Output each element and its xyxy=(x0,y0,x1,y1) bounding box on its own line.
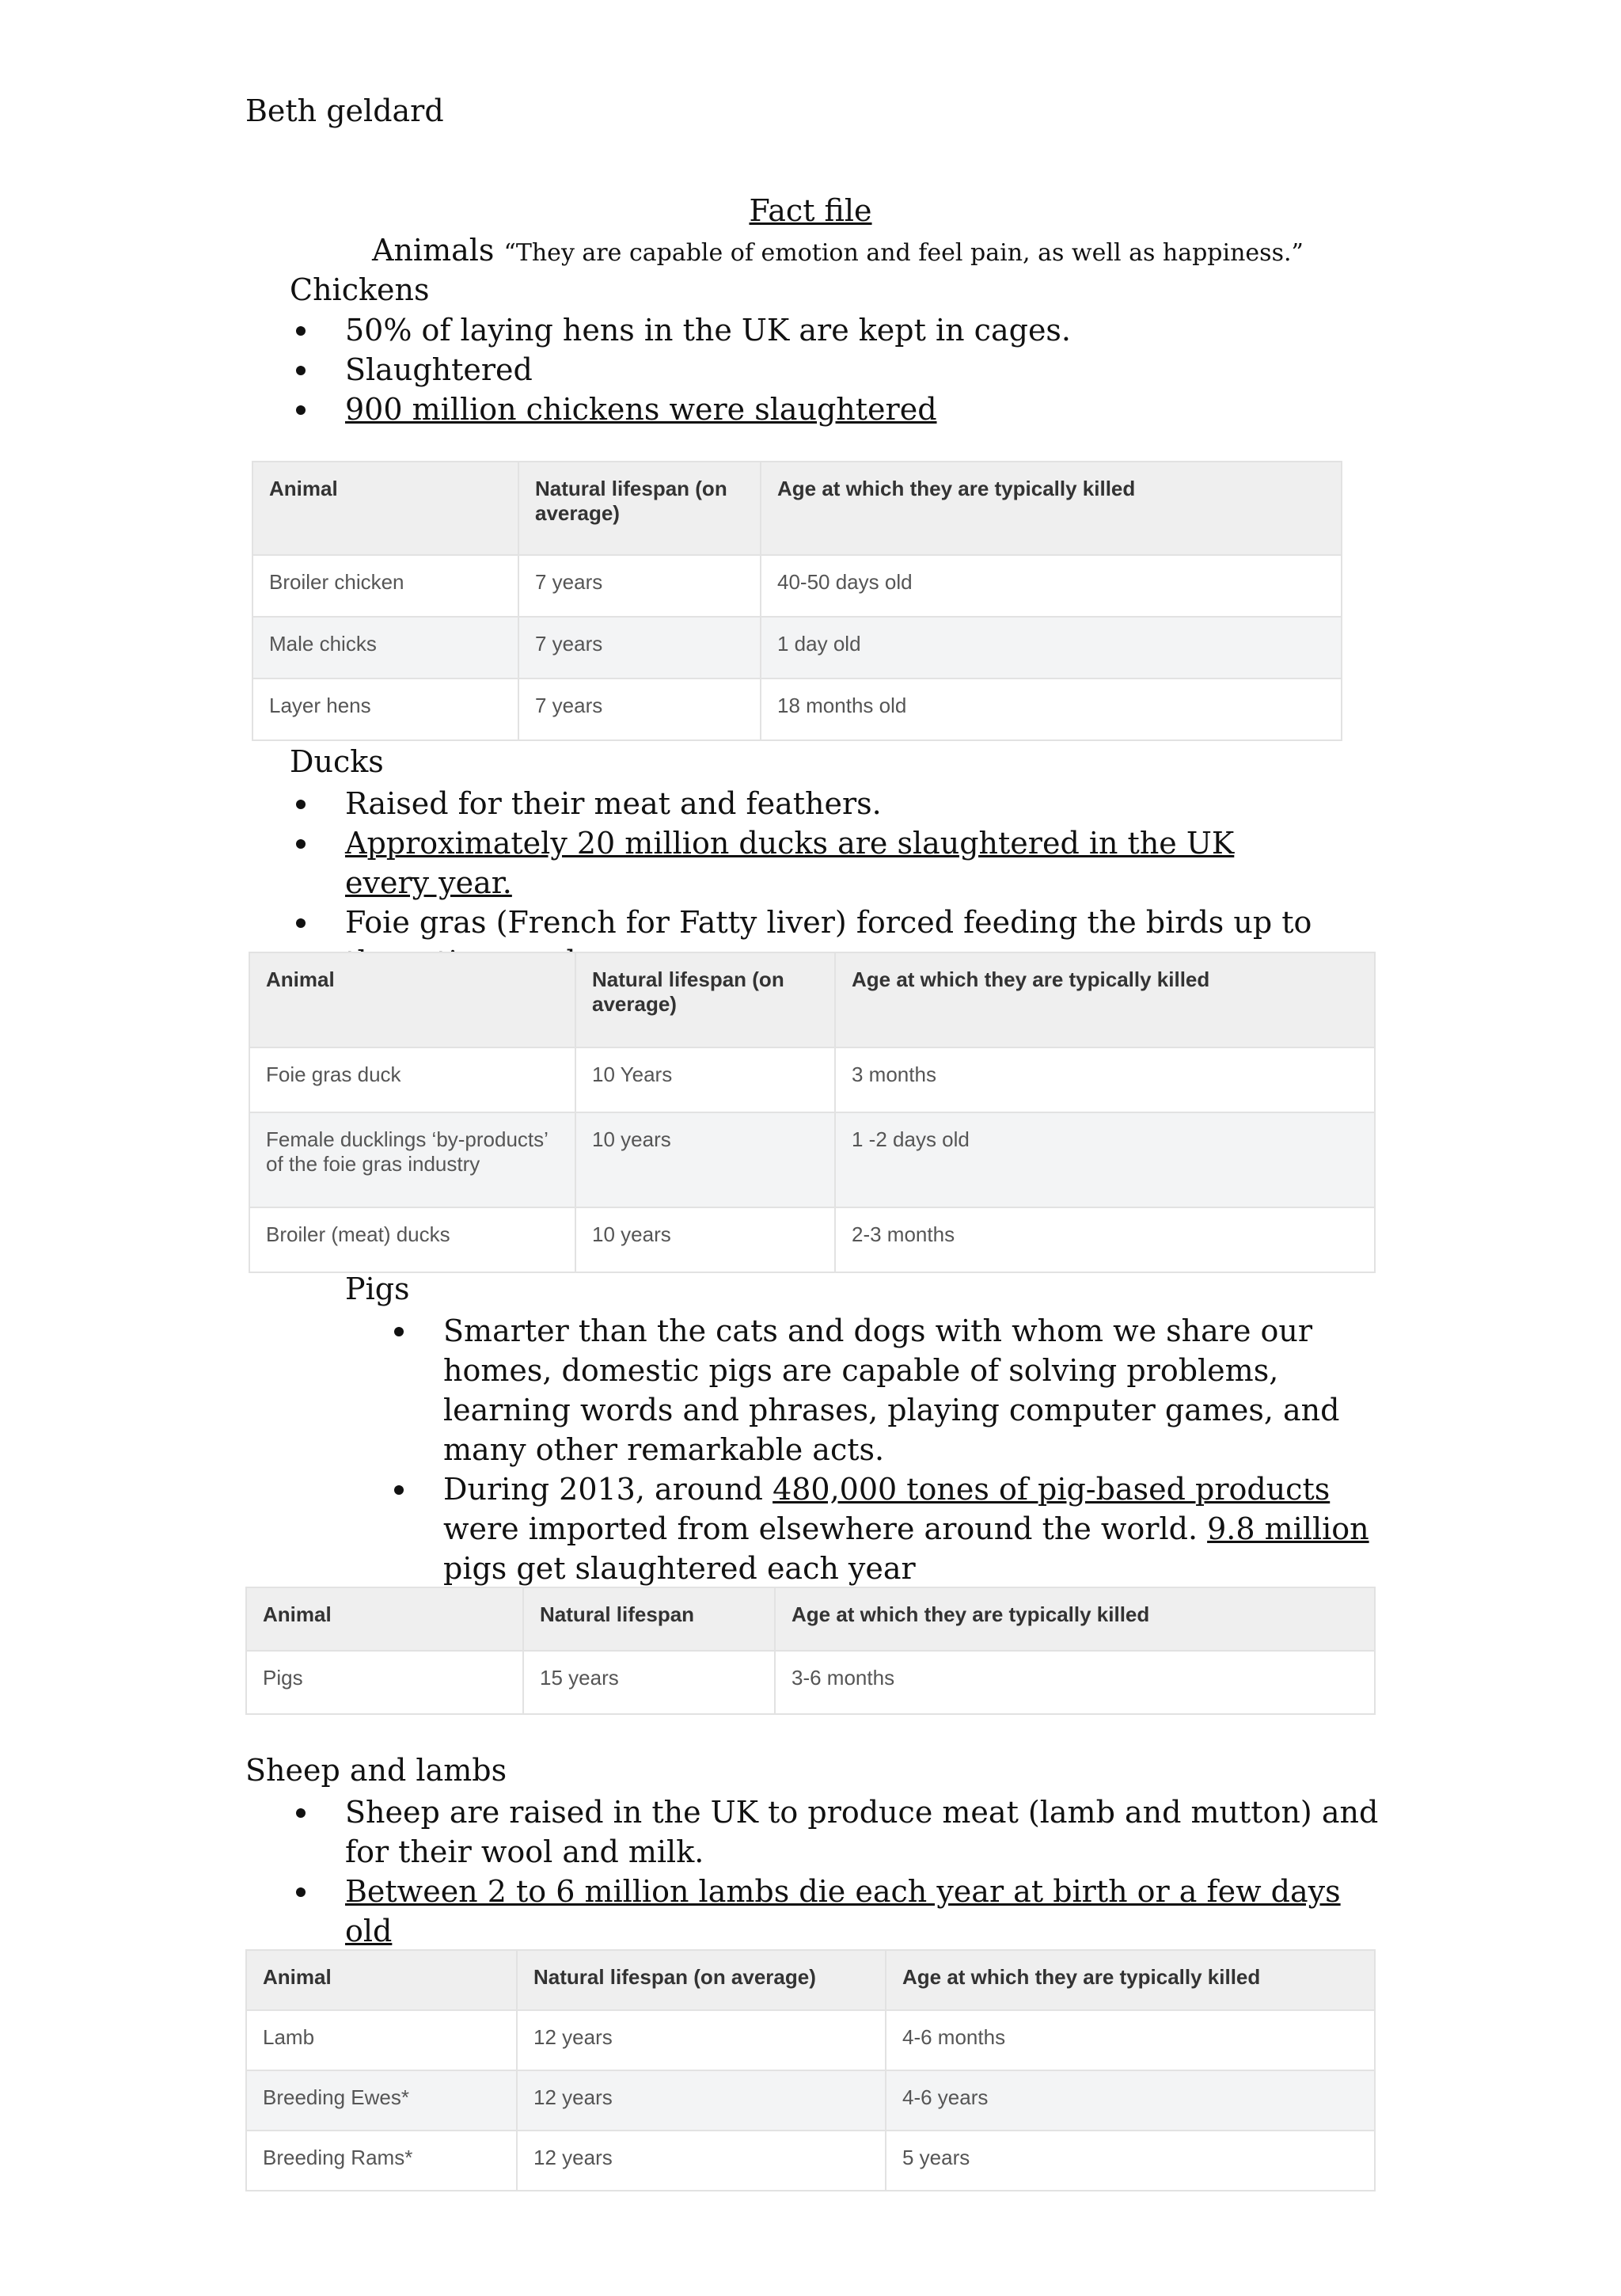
bullet-icon xyxy=(296,1808,306,1818)
page-title: Fact file xyxy=(749,193,872,228)
table-row: Foie gras duck 10 Years 3 months xyxy=(249,1047,1375,1112)
bullet-icon xyxy=(296,326,306,336)
table-header: Age at which they are typically killed xyxy=(761,462,1342,555)
ducks-heading: Ducks xyxy=(290,744,384,779)
table-header: Natural lifespan xyxy=(523,1587,775,1651)
list-item: 50% of laying hens in the UK are kept in cages. xyxy=(345,310,1469,350)
table-row: Female ducklings ‘by-products’ of the foie gras industry 10 years 1 -2 days old xyxy=(249,1112,1375,1207)
ducks-table xyxy=(249,952,1376,1273)
chickens-heading: Chickens xyxy=(290,272,430,307)
bullet-icon xyxy=(296,1887,306,1897)
table-row: Breeding Ewes* 12 years 4-6 years xyxy=(246,2070,1375,2131)
list-item: Between 2 to 6 million lambs die each year at birth or a few days old xyxy=(345,1872,1390,1951)
bullet-icon xyxy=(394,1327,404,1336)
subtitle-label: Animals xyxy=(372,233,495,268)
table-header: Animal xyxy=(252,462,518,555)
pigs-table xyxy=(245,1587,1376,1715)
sheep-table xyxy=(245,1949,1376,2191)
table-row: Pigs 15 years 3-6 months xyxy=(246,1651,1375,1714)
table-row: Layer hens 7 years 18 months old xyxy=(252,679,1342,740)
table-header: Age at which they are typically killed xyxy=(775,1587,1375,1651)
bullet-icon xyxy=(394,1485,404,1495)
pigs-bullets xyxy=(443,1311,1385,1588)
list-item: Approximately 20 million ducks are slaughtered in the UK every year. xyxy=(345,823,1327,903)
list-item: Slaughtered xyxy=(345,350,1469,390)
bullet-icon xyxy=(296,405,306,415)
subtitle-quote: “They are capable of emotion and feel pain, as well as happiness.” xyxy=(503,239,1304,267)
author-name: Beth geldard xyxy=(245,93,444,128)
pigs-heading: Pigs xyxy=(345,1272,410,1306)
table-header: Natural lifespan (on average) xyxy=(518,462,761,555)
table-header: Animal xyxy=(249,952,575,1047)
table-header: Age at which they are typically killed xyxy=(886,1950,1375,2010)
bullet-icon xyxy=(296,800,306,809)
sheep-bullets xyxy=(345,1792,1390,1951)
list-item: Sheep are raised in the UK to produce meat (lamb and mutton) and for their wool and milk. xyxy=(345,1792,1390,1872)
table-header: Age at which they are typically killed xyxy=(835,952,1375,1047)
table-header: Natural lifespan (on average) xyxy=(575,952,835,1047)
subtitle xyxy=(372,233,1304,268)
list-item: Foie gras (French for Fatty liver) forced feeding the birds up to xyxy=(345,903,1327,982)
table-row: Broiler (meat) ducks 10 years 2-3 months xyxy=(249,1207,1375,1272)
chickens-bullets xyxy=(345,310,1469,429)
table-header: Animal xyxy=(246,1587,523,1651)
list-item: Smarter than the cats and dogs with whom we share our homes, domestic pigs are capable of solving problems, learning words and phrases, playing computer games, and many other remarkable acts. xyxy=(443,1311,1385,1469)
table-header: Natural lifespan (on average) xyxy=(517,1950,886,2010)
list-item: 900 million chickens were slaughtered xyxy=(345,390,1469,429)
table-row: Lamb 12 years 4-6 months xyxy=(246,2010,1375,2070)
sheep-heading: Sheep and lambs xyxy=(245,1753,507,1788)
table-row: Male chicks 7 years 1 day old xyxy=(252,617,1342,679)
table-row: Breeding Rams* 12 years 5 years xyxy=(246,2131,1375,2191)
bullet-icon xyxy=(296,839,306,849)
table-row: Broiler chicken 7 years 40-50 days old xyxy=(252,555,1342,617)
chickens-table xyxy=(252,461,1342,741)
bullet-icon xyxy=(296,366,306,375)
table-header: Animal xyxy=(246,1950,517,2010)
list-item: Raised for their meat and feathers. xyxy=(345,784,1327,823)
bullet-icon xyxy=(296,918,306,928)
list-item: During 2013, around 480,000 tones of pig-based products were imported from elsewhere around the world. 9.8 million pigs get slaughtered each year xyxy=(443,1469,1385,1588)
